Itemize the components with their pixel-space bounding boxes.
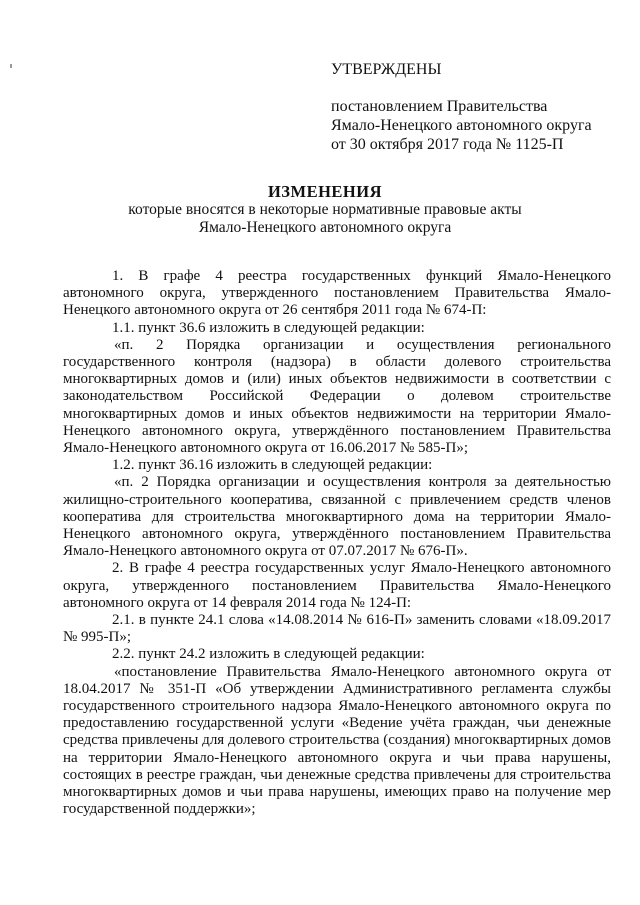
approval-line: от 30 октября 2017 года № 1125-П [331, 136, 564, 153]
document-subtitle: Ямало-Ненецкого автономного округа [198, 219, 452, 236]
document-subtitle: которые вносятся в некоторые нормативные правовые акты [128, 201, 522, 218]
document-title: ИЗМЕНЕНИЯ [267, 182, 383, 201]
scan-mark [10, 64, 12, 68]
document-body [63, 268, 611, 819]
approval-heading: УТВЕРЖДЕНЫ [331, 61, 442, 78]
paragraph: «п. 2 Порядка организации и осуществления контроля за деятельностью жилищно-строительного кооператива, связанной с привлечением средств членов кооператива для строительства многоквартирного дома на территории Ямало-Ненецкого автономного округа, утверждённого постановлением Правительства Ямало-Ненецкого автономного округа от 07.07.2017 № 676-П». [63, 474, 611, 560]
approval-line: Ямало-Ненецкого автономного округа [331, 117, 592, 134]
paragraph: «п. 2 Порядка организации и осуществления регионального государственного контроля (надзора) в области долевого строительства многоквартирных домов и (или) иных объектов недвижимости в соответствии с законодательством Российской Федерации о долевом строительстве многоквартирных домов и иных объектов недвижимости на территории Ямало-Ненецкого автономного округа, утверждённого постановлением Правительства Ямало-Ненецкого автономного округа от 16.06.2017 № 585-П»; [63, 336, 611, 457]
paragraph: 2. В графе 4 реестра государственных услуг Ямало-Ненецкого автономного округа, утвержденного постановлением Правительства Ямало-Ненецкого автономного округа от 14 февраля 2014 года № 124-П: [63, 560, 611, 611]
approval-block [331, 60, 621, 154]
document-title-block [60, 183, 590, 237]
approval-line: постановлением Правительства [331, 98, 548, 115]
paragraph: «постановление Правительства Ямало-Ненецкого автономного округа от 18.04.2017 № 351-П «Об утверждении Административного регламента службы государственного строительного надзора Ямало-Ненецкого автономного округа по предоставлению государственной услуги «Ведение учёта граждан, чьи денежные средства привлечены для долевого строительства (создания) многоквартирных домов на территории Ямало-Ненецкого автономного округа и чьи права нарушены, состоящих в реестре граждан, чьи денежные средства привлечены для строительства многоквартирных домов и чьи права нарушены, имеющих право на получение мер государственной поддержки»; [63, 663, 611, 818]
paragraph: 2.2. пункт 24.2 изложить в следующей редакции: [112, 646, 425, 663]
paragraph: 1.1. пункт 36.6 изложить в следующей редакции: [112, 319, 425, 336]
paragraph: 1.2. пункт 36.16 изложить в следующей редакции: [112, 457, 433, 474]
paragraph: 1. В графе 4 реестра государственных функций Ямало-Ненецкого автономного округа, утвержденного постановлением Правительства Ямало-Ненецкого автономного округа от 26 сентября 2011 года № 674-П: [63, 268, 611, 319]
paragraph: 2.1. в пункте 24.1 слова «14.08.2014 № 616-П» заменить словами «18.09.2017 № 995-П»; [63, 612, 611, 646]
